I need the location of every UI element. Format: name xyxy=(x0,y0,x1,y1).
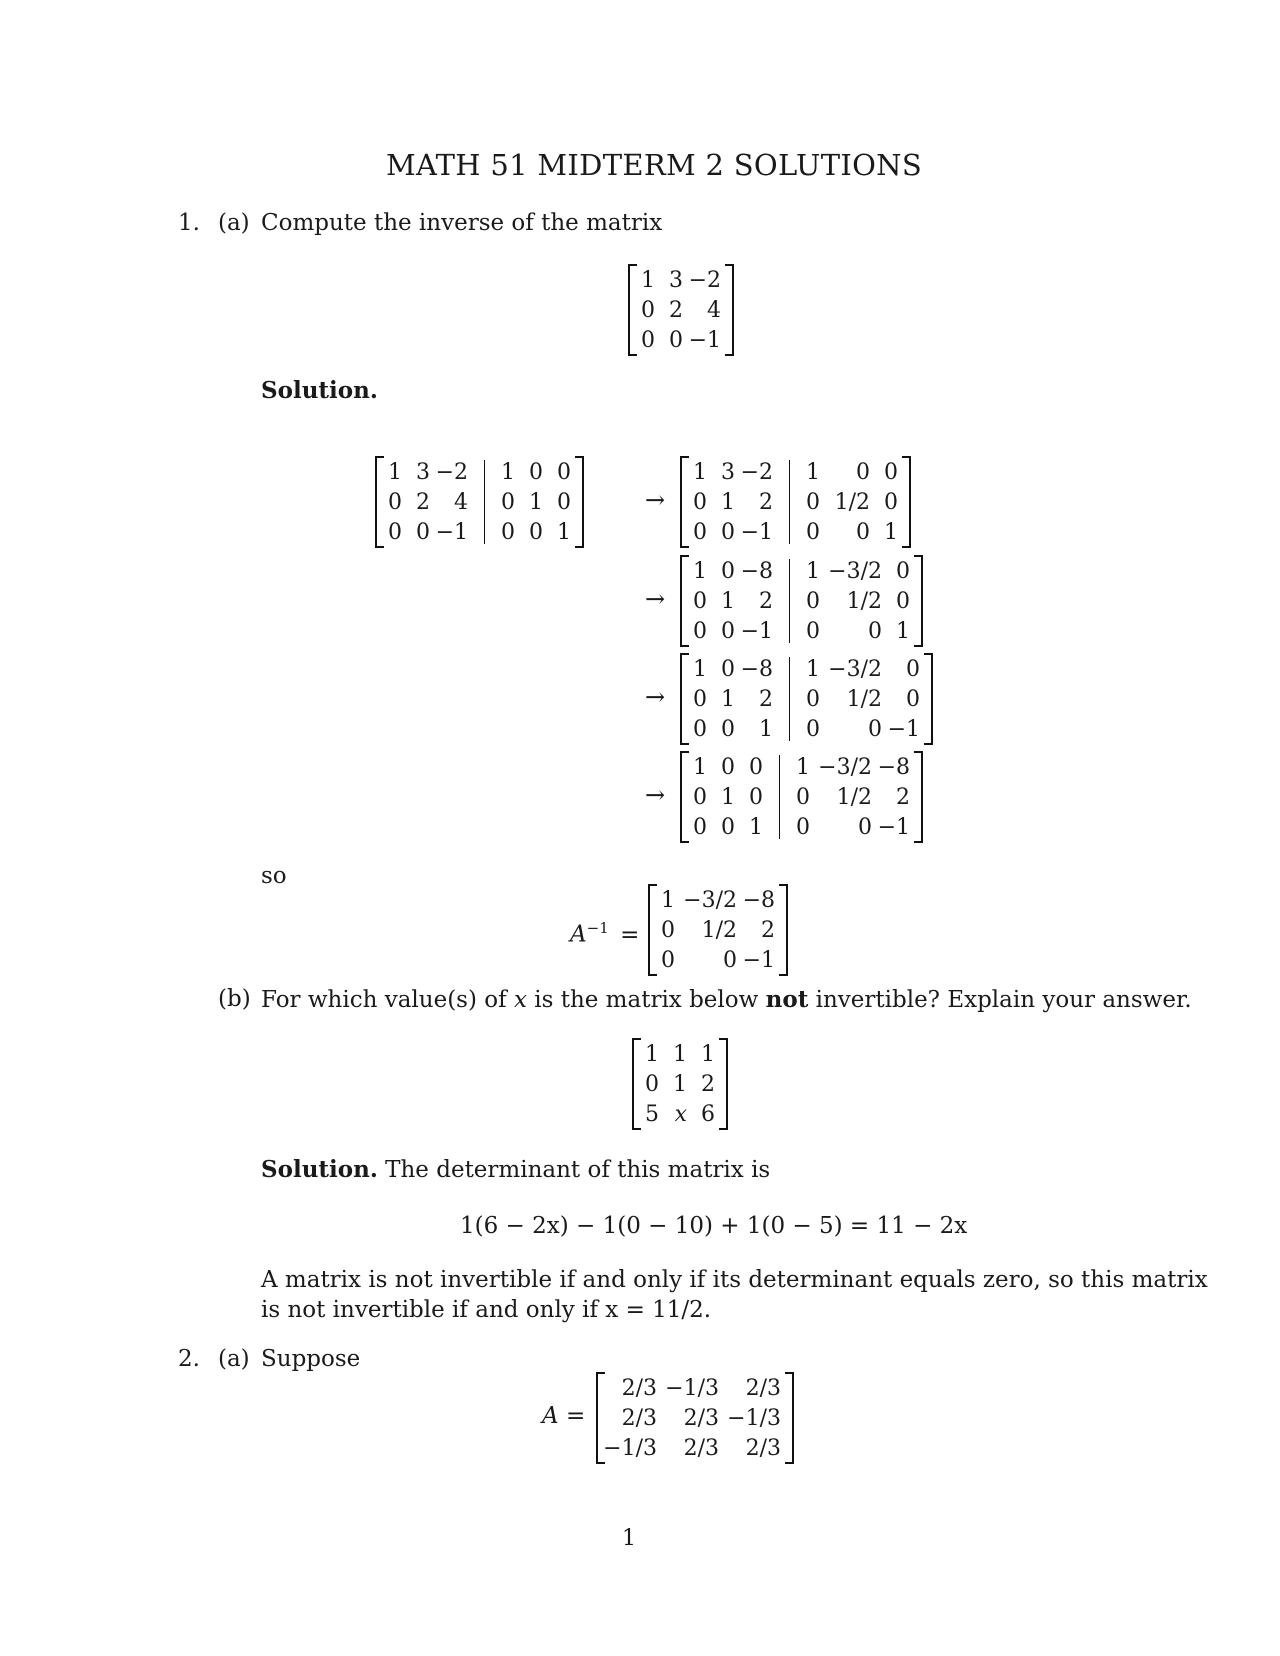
so-text: so xyxy=(261,863,287,889)
matrix-entry: −1 xyxy=(740,618,773,644)
matrix-entry: 0 xyxy=(749,784,763,810)
left-bracket xyxy=(375,456,384,548)
matrix-entry: 0 xyxy=(896,588,910,614)
matrix-entry: 0 xyxy=(416,519,430,545)
matrix-entry: 1 xyxy=(721,588,735,614)
matrix-entry: 0 xyxy=(693,489,707,515)
problem-1b-prompt xyxy=(261,985,1192,1015)
matrix-cells xyxy=(802,653,924,745)
matrix-entry: 1 xyxy=(501,459,515,485)
matrix-entry: 0 xyxy=(641,297,655,323)
matrix-entry: 0 xyxy=(557,489,571,515)
matrix-entry: 1 xyxy=(721,686,735,712)
matrix-entry: 1 xyxy=(645,1041,659,1067)
matrix-entry: 0 xyxy=(693,588,707,614)
matrix-cells xyxy=(792,751,914,843)
matrix-entry: 0 xyxy=(721,754,735,780)
matrix-entry: 0 xyxy=(806,489,820,515)
matrix-entry: 0 xyxy=(529,459,543,485)
matrix-entry: 0 xyxy=(906,656,920,682)
augmented-matrix-step-3 xyxy=(680,653,933,745)
matrix-entry: 0 xyxy=(906,686,920,712)
matrix-entry: 0 xyxy=(896,558,910,584)
matrix-entry: 0 xyxy=(693,686,707,712)
inverse-exponent: −1 xyxy=(586,919,609,937)
matrix-entry: 0 xyxy=(796,814,810,840)
left-bracket xyxy=(680,653,689,745)
matrix-entry: −3/2 xyxy=(818,754,872,780)
emphasis-not: not xyxy=(765,986,809,1013)
matrix-entry: 1 xyxy=(806,558,820,584)
left-bracket xyxy=(628,264,637,356)
matrix-cells xyxy=(657,884,779,976)
matrix-entry: 0 xyxy=(661,947,675,973)
left-bracket xyxy=(680,555,689,647)
variable-x: x xyxy=(513,987,527,1013)
matrix-entry: 2 xyxy=(759,686,773,712)
matrix-entry: 2 xyxy=(759,588,773,614)
conclusion-line-2: is not invertible if and only if x = 11/2. xyxy=(261,1297,712,1323)
solution-1a-label: Solution. xyxy=(261,377,378,404)
matrix-entry: −1 xyxy=(688,327,721,353)
matrix-entry: 2/3 xyxy=(621,1405,657,1431)
right-bracket xyxy=(902,456,911,548)
matrix-entry: 1 xyxy=(673,1041,687,1067)
matrix-entry: 2/3 xyxy=(621,1375,657,1401)
matrix-entry: 1 xyxy=(896,618,910,644)
matrix-cells xyxy=(802,456,902,548)
right-bracket xyxy=(785,1372,794,1464)
inverse-lhs xyxy=(570,914,639,950)
matrix-entry: −3/2 xyxy=(828,558,882,584)
matrix-entry: 0 xyxy=(796,784,810,810)
matrix-entry: 1 xyxy=(806,656,820,682)
matrix-entry: −8 xyxy=(740,558,773,584)
matrix-entry: 0 xyxy=(806,716,820,742)
matrix-entry: 0 xyxy=(645,1071,659,1097)
matrix-entry: x xyxy=(674,1101,687,1127)
inverse-equals: = xyxy=(620,921,640,948)
matrix-entry: −1 xyxy=(877,814,910,840)
matrix-entry: 1 xyxy=(673,1071,687,1097)
solution-1b-label: Solution. xyxy=(261,1156,378,1183)
matrix-entry: 1 xyxy=(641,267,655,293)
matrix-entry: 0 xyxy=(501,489,515,515)
right-bracket xyxy=(924,653,933,745)
matrix-entry: 0 xyxy=(721,656,735,682)
matrix-entry: 1 xyxy=(884,519,898,545)
matrix-entry: 1 xyxy=(796,754,810,780)
matrix-entry: 0 xyxy=(641,327,655,353)
right-bracket xyxy=(914,751,923,843)
matrix-entry: 1 xyxy=(806,459,820,485)
solution-1b-text: The determinant of this matrix is xyxy=(385,1157,771,1183)
matrix-entry: 0 xyxy=(868,716,882,742)
matrix-entry: 2/3 xyxy=(683,1405,719,1431)
matrix-entry: 4 xyxy=(454,489,468,515)
solution-1b xyxy=(261,1155,770,1185)
matrix-entry: 2/3 xyxy=(745,1435,781,1461)
matrix-cells xyxy=(689,751,767,843)
matrix-entry: 1/2 xyxy=(846,588,882,614)
matrix-entry: 0 xyxy=(721,519,735,545)
matrix-entry: 3 xyxy=(669,267,683,293)
matrix-entry: 0 xyxy=(749,754,763,780)
matrix-entry: 2 xyxy=(701,1071,715,1097)
matrix-entry: 1 xyxy=(759,716,773,742)
right-bracket xyxy=(914,555,923,647)
matrix-entry: −3/2 xyxy=(828,656,882,682)
matrix-a xyxy=(596,1372,794,1464)
matrix-entry: −1 xyxy=(887,716,920,742)
matrix-entry: 0 xyxy=(721,558,735,584)
matrix-entry: 0 xyxy=(721,716,735,742)
matrix-entry: 5 xyxy=(645,1101,659,1127)
matrix-entry: 0 xyxy=(806,618,820,644)
matrix-entry: 0 xyxy=(529,519,543,545)
matrix-cells xyxy=(637,264,725,356)
problem-1b-label: (b) xyxy=(218,986,251,1012)
left-bracket xyxy=(632,1038,641,1130)
matrix-entry: 2 xyxy=(416,489,430,515)
prompt-part-3: invertible? Explain your answer. xyxy=(815,987,1192,1013)
matrix-entry: −1/3 xyxy=(727,1405,781,1431)
matrix-entry: 0 xyxy=(693,618,707,644)
augment-divider xyxy=(779,755,780,839)
matrix-entry: 0 xyxy=(721,618,735,644)
row-reduction-arrow: → xyxy=(645,585,666,613)
matrix-a-symbol: A xyxy=(542,1403,559,1429)
augmented-matrix-step-4 xyxy=(680,751,923,843)
matrix-entry: 1 xyxy=(529,489,543,515)
problem-1-number: 1. xyxy=(178,210,200,236)
right-bracket xyxy=(575,456,584,548)
matrix-entry: 1 xyxy=(388,459,402,485)
matrix-entry: 0 xyxy=(856,519,870,545)
matrix-entry: 0 xyxy=(858,814,872,840)
matrix-cells xyxy=(641,1038,719,1130)
inverse-symbol: A xyxy=(570,921,587,948)
matrix-entry: 2 xyxy=(759,489,773,515)
problem-1a-matrix xyxy=(628,264,734,356)
matrix-entry: 0 xyxy=(723,947,737,973)
matrix-entry: −1/3 xyxy=(665,1375,719,1401)
matrix-entry: 0 xyxy=(806,588,820,614)
matrix-entry: 2 xyxy=(761,917,775,943)
matrix-entry: 1 xyxy=(749,814,763,840)
matrix-entry: 6 xyxy=(701,1101,715,1127)
matrix-entry: 0 xyxy=(721,814,735,840)
matrix-entry: −2 xyxy=(688,267,721,293)
matrix-entry: 0 xyxy=(806,686,820,712)
matrix-entry: 1/2 xyxy=(701,917,737,943)
page-title: MATH 51 MIDTERM 2 SOLUTIONS xyxy=(386,148,923,182)
matrix-cells xyxy=(802,555,914,647)
matrix-entry: 0 xyxy=(669,327,683,353)
right-bracket xyxy=(779,884,788,976)
prompt-part-2: is the matrix below xyxy=(534,987,759,1013)
matrix-cells xyxy=(689,456,777,548)
augment-divider xyxy=(789,657,790,741)
matrix-entry: 2 xyxy=(669,297,683,323)
left-bracket xyxy=(680,751,689,843)
matrix-entry: 1 xyxy=(693,459,707,485)
row-reduction-arrow: → xyxy=(645,781,666,809)
problem-1b-matrix xyxy=(632,1038,728,1130)
problem-1a-label: (a) xyxy=(218,210,250,236)
matrix-entry: 1 xyxy=(701,1041,715,1067)
matrix-entry: 0 xyxy=(661,917,675,943)
matrix-entry: 0 xyxy=(868,618,882,644)
matrix-entry: 1 xyxy=(721,784,735,810)
matrix-entry: 0 xyxy=(806,519,820,545)
matrix-entry: 1/2 xyxy=(834,489,870,515)
matrix-a-lhs xyxy=(542,1402,585,1431)
matrix-entry: −2 xyxy=(740,459,773,485)
matrix-entry: −1 xyxy=(435,519,468,545)
left-bracket xyxy=(648,884,657,976)
matrix-entry: 4 xyxy=(707,297,721,323)
matrix-entry: −3/2 xyxy=(683,887,737,913)
augment-divider xyxy=(789,559,790,643)
conclusion-line-1: A matrix is not invertible if and only if its determinant equals zero, so this matrix xyxy=(261,1267,1208,1293)
problem-1a-prompt: Compute the inverse of the matrix xyxy=(261,210,663,236)
augmented-matrix-step-2 xyxy=(680,555,923,647)
matrix-entry: 1/2 xyxy=(836,784,872,810)
matrix-entry: 3 xyxy=(721,459,735,485)
matrix-entry: 0 xyxy=(388,519,402,545)
matrix-entry: −8 xyxy=(742,887,775,913)
matrix-entry: 1 xyxy=(693,656,707,682)
matrix-entry: 0 xyxy=(693,519,707,545)
matrix-entry: 1 xyxy=(721,489,735,515)
problem-2a-prompt: Suppose xyxy=(261,1346,361,1372)
matrix-entry: 1 xyxy=(661,887,675,913)
matrix-cells xyxy=(689,653,777,745)
augmented-matrix-step-1 xyxy=(680,456,911,548)
matrix-entry: 0 xyxy=(388,489,402,515)
matrix-entry: 0 xyxy=(856,459,870,485)
matrix-entry: −1 xyxy=(742,947,775,973)
matrix-entry: 1 xyxy=(557,519,571,545)
problem-2-number: 2. xyxy=(178,1346,200,1372)
matrix-entry: −8 xyxy=(877,754,910,780)
right-bracket xyxy=(725,264,734,356)
matrix-entry: 0 xyxy=(693,814,707,840)
matrix-entry: 0 xyxy=(693,784,707,810)
augment-divider xyxy=(789,460,790,544)
matrix-a-equals: = xyxy=(565,1403,586,1429)
augmented-matrix-step-0 xyxy=(375,456,584,548)
matrix-cells xyxy=(689,555,777,647)
augment-divider xyxy=(484,460,485,544)
matrix-entry: 3 xyxy=(416,459,430,485)
matrix-entry: 0 xyxy=(557,459,571,485)
row-reduction-arrow: → xyxy=(645,683,666,711)
left-bracket xyxy=(680,456,689,548)
matrix-entry: 2/3 xyxy=(683,1435,719,1461)
matrix-cells xyxy=(605,1372,785,1464)
prompt-part-1: For which value(s) of xyxy=(261,987,507,1013)
matrix-entry: 0 xyxy=(884,489,898,515)
row-reduction-arrow: → xyxy=(645,486,666,514)
matrix-cells xyxy=(497,456,575,548)
page-number: 1 xyxy=(622,1526,636,1551)
matrix-entry: −8 xyxy=(740,656,773,682)
matrix-entry: 1 xyxy=(693,754,707,780)
matrix-entry: 2/3 xyxy=(745,1375,781,1401)
matrix-entry: 0 xyxy=(501,519,515,545)
matrix-entry: 1 xyxy=(693,558,707,584)
inverse-matrix xyxy=(648,884,788,976)
determinant-equation: 1(6 − 2x) − 1(0 − 10) + 1(0 − 5) = 11 − 2x xyxy=(460,1213,968,1239)
matrix-entry: 0 xyxy=(884,459,898,485)
matrix-entry: −2 xyxy=(435,459,468,485)
matrix-cells xyxy=(384,456,472,548)
problem-2a-label: (a) xyxy=(218,1346,250,1372)
right-bracket xyxy=(719,1038,728,1130)
matrix-entry: 0 xyxy=(693,716,707,742)
matrix-entry: −1/3 xyxy=(603,1435,657,1461)
matrix-entry: 2 xyxy=(896,784,910,810)
matrix-entry: −1 xyxy=(740,519,773,545)
matrix-entry: 1/2 xyxy=(846,686,882,712)
